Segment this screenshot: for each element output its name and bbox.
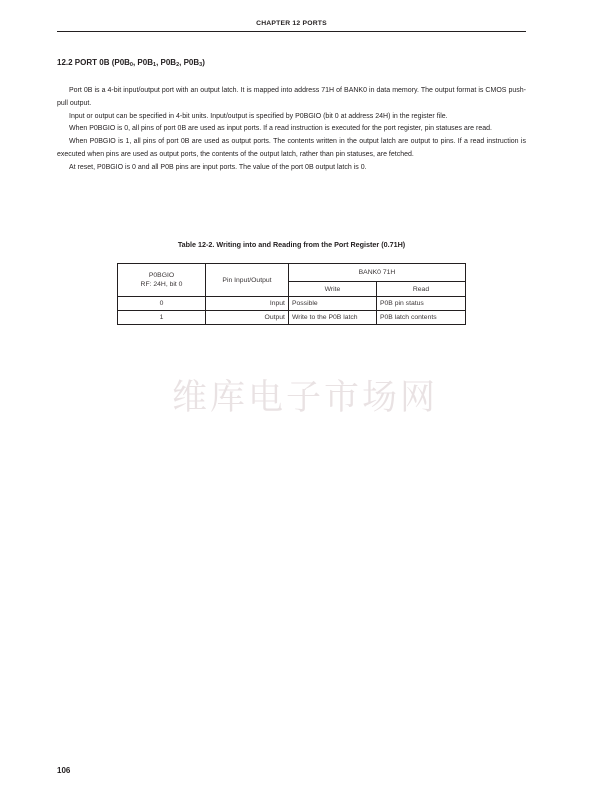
chapter-header: CHAPTER 12 PORTS <box>256 20 327 27</box>
cell-io: Input <box>206 297 289 311</box>
cell-write: Write to the P0B latch <box>288 311 376 325</box>
table-row <box>118 311 466 325</box>
header-pin-io: Pin Input/Output <box>206 264 289 297</box>
section-title-sep-2: , P0B <box>156 58 177 67</box>
header-write: Write <box>288 282 376 297</box>
paragraph: At reset, P0BGIO is 0 and all P0B pins are input ports. The value of the port 0B output latch is 0. <box>69 163 367 171</box>
cell-io: Output <box>206 311 289 325</box>
cell-gio: 1 <box>118 311 206 325</box>
subscript-2: 2 <box>176 62 180 68</box>
section-title <box>57 58 205 68</box>
header-p0bgio-line2: RF: 24H, bit 0 <box>140 281 183 288</box>
subscript-1: 1 <box>153 62 157 68</box>
port-register-table <box>117 263 466 325</box>
table-title: Table 12-2. Writing into and Reading from the Port Register (0.71H) <box>177 240 406 249</box>
header-p0bgio <box>118 264 206 297</box>
header-read: Read <box>376 282 465 297</box>
paragraph: Port 0B is a 4-bit input/output port with an output latch. It is mapped into address 71H of BANK0 in data memory. The output format is CMOS push-pull output. <box>57 87 526 107</box>
header-p0bgio-line1: P0BGIO <box>148 272 175 279</box>
paragraph: Input or output can be specified in 4-bit units. Input/output is specified by P0BGIO (bit 0 at address 24H) in the register file. <box>69 112 448 120</box>
subscript-0: 0 <box>129 62 133 68</box>
paragraph: When P0BGIO is 1, all pins of port 0B are used as output ports. The contents written in the output latch are output to pins. If a read instruction is executed when pins are used as output ports, the contents of the output latch, rather than pin statuses, are fetched. <box>57 138 526 158</box>
paragraph: When P0BGIO is 0, all pins of port 0B are used as input ports. If a read instruction is executed for the port register, pin statuses are read. <box>69 125 492 133</box>
section-title-sep-3: , P0B <box>179 58 200 67</box>
cell-read: P0B pin status <box>376 297 465 311</box>
cell-write: Possible <box>288 297 376 311</box>
cell-read: P0B latch contents <box>376 311 465 325</box>
cell-gio: 0 <box>118 297 206 311</box>
section-title-sep-1: , P0B <box>132 58 153 67</box>
header-rule <box>57 31 526 32</box>
section-title-suffix: ) <box>202 58 205 67</box>
header-bank0: BANK0 71H <box>288 264 465 282</box>
table-row <box>118 297 466 311</box>
body-text <box>57 85 526 175</box>
section-title-prefix: 12.2 PORT 0B (P0B <box>57 58 130 67</box>
page-number: 106 <box>57 766 71 775</box>
subscript-3: 3 <box>199 62 203 68</box>
watermark-text: 维库电子市场网 <box>172 378 439 418</box>
